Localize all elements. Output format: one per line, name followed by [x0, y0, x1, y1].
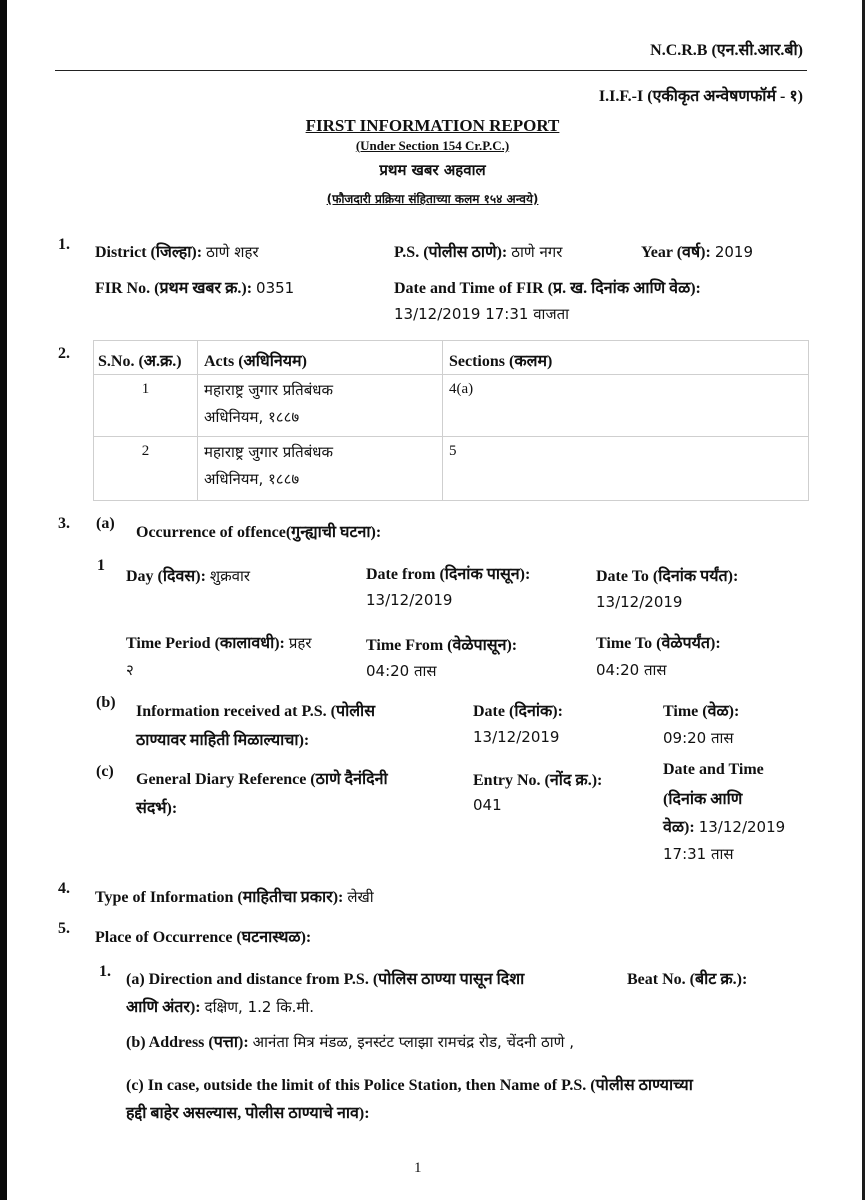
time-period-field — [126, 631, 312, 653]
left-scan-edge — [0, 0, 7, 1200]
info-date-label: Date (दिनांक): — [473, 703, 563, 720]
header-rule — [55, 70, 807, 71]
table-row — [94, 437, 809, 501]
row-section: 4(a) — [443, 375, 809, 437]
day-field — [126, 564, 250, 586]
diary-datetime-label-3: वेळ): — [663, 819, 695, 836]
section-4-number: 4. — [58, 880, 70, 897]
police-station-value: ठाणे नगर — [511, 243, 563, 261]
direction-field — [126, 995, 314, 1017]
info-date-value: 13/12/2019 — [473, 728, 560, 746]
section-3a-marker: (a) — [96, 515, 115, 532]
acts-table — [93, 340, 809, 501]
table-row — [94, 375, 809, 437]
diary-datetime-date: 13/12/2019 — [698, 818, 786, 836]
entry-no-value: 041 — [473, 796, 502, 814]
header-sections: Sections (कलम) — [443, 341, 809, 375]
diary-ref-label-1: General Diary Reference (ठाणे दैनंदिनी — [136, 771, 388, 788]
date-to-label: Date To (दिनांक पर्यंत): — [596, 568, 739, 585]
info-received-label-1: Information received at P.S. (पोलीस — [136, 703, 376, 720]
police-station-field — [394, 240, 562, 262]
time-period-value-2: २ — [126, 661, 134, 679]
row-sno: 2 — [94, 437, 198, 501]
diary-datetime-time: 17:31 तास — [663, 845, 734, 863]
row-sno: 1 — [94, 375, 198, 437]
info-type-label: Type of Information (माहितीचा प्रकार): — [95, 889, 344, 906]
fir-datetime-value: 13/12/2019 17:31 वाजता — [394, 305, 570, 323]
year-label: Year (वर्ष): — [641, 244, 711, 261]
report-subtitle: (Under Section 154 Cr.P.C.) — [355, 138, 510, 153]
report-title: FIRST INFORMATION REPORT — [305, 116, 560, 135]
diary-datetime-label-1: Date and Time — [663, 761, 764, 778]
date-from-label: Date from (दिनांक पासून): — [366, 566, 531, 583]
row-act-line2: अधिनियम, १८८७ — [204, 470, 300, 488]
year-value: 2019 — [714, 243, 754, 261]
fir-number-value: 0351 — [256, 279, 295, 297]
direction-label-2: आणि अंतर): — [126, 999, 201, 1016]
report-subtitle-marathi: (फौजदारी प्रक्रिया संहिताच्या कलम १५४ अन्वये) — [326, 192, 539, 206]
occurrence-item-number: 1 — [97, 557, 105, 574]
day-value: शुक्रवार — [209, 567, 250, 585]
row-act-line1: महाराष्ट्र जुगार प्रतिबंधक — [204, 443, 334, 461]
direction-value: दक्षिण, 1.2 कि.मी. — [204, 998, 315, 1016]
district-value: ठाणे शहर — [206, 243, 259, 261]
report-title-marathi: प्रथम खबर अहवाल — [379, 161, 486, 179]
fir-datetime-label: Date and Time of FIR (प्र. ख. दिनांक आणि वेळ): — [394, 280, 701, 297]
acts-table-header — [94, 341, 809, 375]
section-1-number: 1. — [58, 236, 70, 253]
info-type-value: लेखी — [347, 888, 374, 906]
entry-no-label: Entry No. (नोंद क्र.): — [473, 772, 603, 789]
time-from-value: 04:20 तास — [366, 662, 437, 680]
row-act-line2: अधिनियम, १८८७ — [204, 408, 300, 426]
section-3b-marker: (b) — [96, 694, 116, 711]
address-label: (b) Address (पत्ता): — [126, 1034, 249, 1051]
header-sno: S.No. (अ.क्र.) — [94, 341, 198, 375]
info-received-label-2: ठाण्यावर माहिती मिळाल्याचा): — [136, 732, 310, 749]
year-field — [641, 240, 753, 262]
row-act — [198, 437, 443, 501]
form-id: I.I.F.-I (एकीकृत अन्वेषणफॉर्म - १) — [598, 88, 803, 105]
time-period-value: प्रहर — [288, 634, 312, 652]
occurrence-label: Occurrence of offence(गुन्ह्याची घटना): — [136, 524, 382, 541]
section-2-number: 2. — [58, 345, 70, 362]
page-number: 1 — [414, 1160, 422, 1176]
date-from-value: 13/12/2019 — [366, 591, 453, 609]
header-acts: Acts (अधिनियम) — [198, 341, 443, 375]
diary-datetime-label-2: (दिनांक आणि — [663, 791, 743, 808]
diary-datetime-field — [663, 815, 785, 837]
diary-ref-label-2: संदर्भ): — [136, 800, 178, 817]
time-from-label: Time From (वेळेपासून): — [366, 637, 518, 654]
district-label: District (जिल्हा): — [95, 244, 203, 261]
row-section: 5 — [443, 437, 809, 501]
info-time-value: 09:20 तास — [663, 729, 734, 747]
date-to-value: 13/12/2019 — [596, 593, 683, 611]
ncrb-label: N.C.R.B (एन.सी.आर.बी) — [650, 42, 803, 59]
time-to-label: Time To (वेळेपर्यंत): — [596, 635, 721, 652]
day-label: Day (दिवस): — [126, 568, 206, 585]
time-period-label: Time Period (कालावधी): — [126, 635, 285, 652]
direction-label-1: (a) Direction and distance from P.S. (पोलिस ठाण्या पासून दिशा — [126, 971, 525, 988]
section-3c-marker: (c) — [96, 763, 114, 780]
section-5-number: 5. — [58, 920, 70, 937]
outside-limit-label-2: हद्दी बाहेर असल्यास, पोलीस ठाण्याचे नाव): — [126, 1105, 370, 1122]
info-time-label: Time (वेळ): — [663, 703, 740, 720]
row-act — [198, 375, 443, 437]
section-3-number: 3. — [58, 515, 70, 532]
fir-number-label: FIR No. (प्रथम खबर क्र.): — [95, 280, 253, 297]
address-field — [126, 1030, 574, 1052]
police-station-label: P.S. (पोलीस ठाणे): — [394, 244, 508, 261]
place-item-number: 1. — [99, 963, 111, 980]
info-type-field — [95, 885, 374, 907]
fir-number-field — [95, 276, 294, 298]
outside-limit-label-1: (c) In case, outside the limit of this Police Station, then Name of P.S. (पोलीस ठाण्याच्या — [126, 1077, 693, 1094]
row-act-line1: महाराष्ट्र जुगार प्रतिबंधक — [204, 381, 334, 399]
beat-no-label: Beat No. (बीट क्र.): — [627, 971, 748, 988]
address-value: आनंता मित्र मंडळ, इनस्टंट प्लाझा रामचंद्र रोड, चेंदनी ठाणे , — [252, 1033, 574, 1051]
district-field — [95, 240, 259, 262]
time-to-value: 04:20 तास — [596, 661, 667, 679]
place-of-occurrence-label: Place of Occurrence (घटनास्थळ): — [95, 929, 312, 946]
